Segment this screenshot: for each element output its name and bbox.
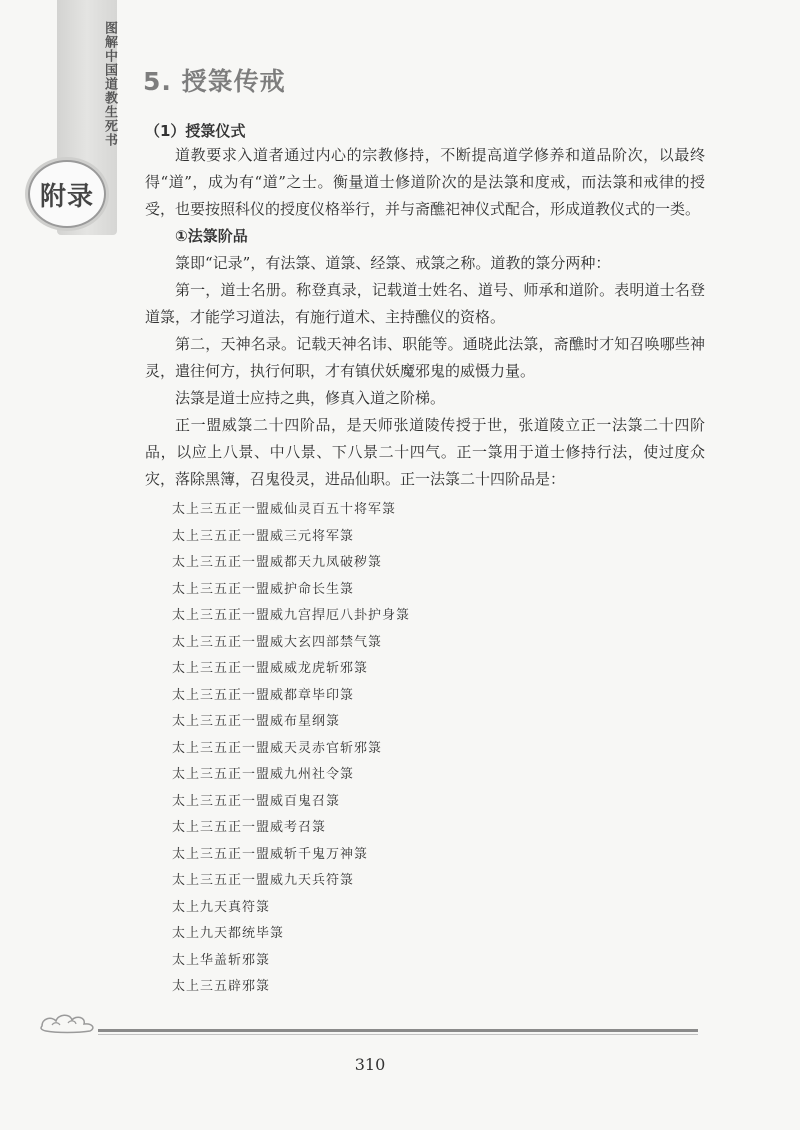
list-item: 太上三五正一盟威布星纲箓 [172, 714, 341, 729]
list-item: 太上九天真符箓 [172, 899, 271, 915]
paragraph: 法箓是道士应持之典，修真入道之阶梯。 [175, 389, 446, 407]
subsection-title: （1）授箓仪式 [145, 122, 246, 140]
list-item: 太上九天都统毕箓 [172, 926, 285, 941]
list-item: 太上三五正一盟威九州社令箓 [172, 767, 355, 782]
page-number: 310 [354, 1055, 386, 1074]
rank-list [172, 497, 410, 1001]
list-item: 太上三五正一盟威都章毕印箓 [172, 687, 355, 703]
list-item: 太上三五正一盟威考召箓 [172, 820, 327, 835]
list-item: 太上三五正一盟威九宫捍厄八卦护身箓 [172, 608, 411, 623]
list-item: 太上三五正一盟威百鬼召箓 [172, 793, 341, 809]
paragraph: 第二，天神名录。记载天神名讳、职能等。通晓此法箓，斋醮时才知召唤哪些神灵，遣往何方，执行何职，才有镇伏妖魔邪鬼的威慑力量。 [145, 335, 705, 380]
list-item: 太上三五正一盟威威龙虎斩邪箓 [172, 661, 369, 676]
list-item: 太上三五正一盟威大玄四部禁气箓 [172, 634, 383, 650]
list-item: 太上三五正一盟威都天九凤破秽箓 [172, 555, 383, 570]
footer-rule-thin [98, 1034, 698, 1035]
paragraph: 第一，道士名册。称登真录，记载道士姓名、道号、师承和道阶。表明道士名登道箓，才能学习道法，有施行道术、主持醮仪的资格。 [145, 281, 705, 326]
paragraph: 箓即“记录”，有法箓、道箓、经箓、戒箓之称。道教的箓分两种： [175, 254, 611, 272]
paragraph: 道教要求入道者通过内心的宗教修持，不断提高道学修养和道品阶次，以最终得“道”，成为有“道”之士。衡量道士修道阶次的是法箓和度戒，而法箓和戒律的授受，也要按照科仪的授度仪格举行，并与斋醮祀神仪式配合，形成道教仪式的一类。 [145, 146, 705, 218]
list-item: 太上三五辟邪箓 [172, 979, 271, 994]
list-item: 太上三五正一盟威九天兵符箓 [172, 873, 355, 888]
book-title: 图解中国道教生死书 [102, 21, 117, 147]
list-item: 太上三五正一盟威仙灵百五十将军箓 [172, 502, 397, 517]
list-item: 太上三五正一盟威护命长生箓 [172, 581, 355, 597]
list-item: 太上三五正一盟威天灵赤官斩邪箓 [172, 740, 383, 756]
body-text [145, 142, 705, 493]
sub-heading: ①法箓阶品 [175, 227, 248, 245]
list-item: 太上三五正一盟威斩千鬼万神箓 [172, 846, 369, 862]
list-item: 太上三五正一盟威三元将军箓 [172, 528, 355, 544]
appendix-badge: 附录 [28, 160, 106, 228]
section-title: 5. 授箓传戒 [143, 67, 286, 96]
paragraph: 正一盟威箓二十四阶品，是天师张道陵传授于世，张道陵立正一法箓二十四阶品，以应上八景、中八景、下八景二十四气。正一箓用于道士修持行法，使过度众灾，落除黑簿，召鬼役灵，进品仙职。正一法箓二十四阶品是： [145, 416, 705, 488]
cloud-ornament-icon [38, 1006, 98, 1034]
list-item: 太上华盖斩邪箓 [172, 952, 271, 968]
footer-rule [98, 1029, 698, 1032]
